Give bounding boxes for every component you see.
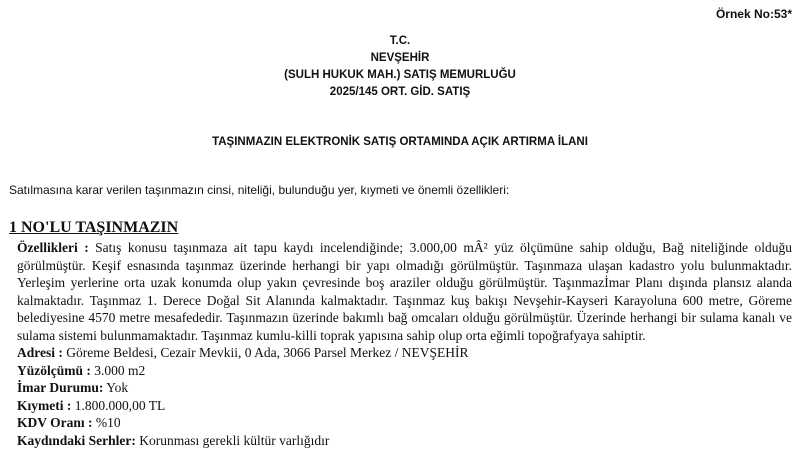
property-title: 1 NO'LU TAŞINMAZIN [9, 219, 179, 236]
adresi-label: Adresi : [17, 345, 63, 360]
header-tc: T.C. [389, 35, 411, 47]
kiymeti-value: 1.800.000,00 TL [71, 397, 166, 413]
kiymeti-label: Kıymeti : [17, 397, 72, 413]
serh-value: Korunması gerekli kültür varlığıdır [135, 432, 330, 448]
kdv-label: KDV Oranı : [17, 415, 93, 430]
intro-text: Satılmasına karar verilen taşınmazın cinsi, niteliği, bulunduğu yer, kıymeti ve önemli özellikleri: [9, 183, 510, 197]
ornek-number: Örnek No:53* [715, 7, 792, 21]
kdv-row [17, 414, 792, 432]
ozellikleri-value: Satış konusu taşınmaza ait tapu kaydı incelendiğinde; 3.000,00 mÂ² yüz ölçümüne sahip olduğu, Bağ niteliğinde olduğu görülmüştür. Keşif esnasında taşınmaz üzerinde herhangi bir yapı olmadığı görülmüştür. Taşınmaza ulaşan kadastro yolu bulunmaktadır. Yerleşim yerlerine orta uzak konumda olup yakın çevresinde boş araziler olduğu görülmüştür. Taşınmazİmar Planı dışında plansız alanda kalmaktadır. Taşınmaz 1. Derece Doğal Sit Alanında kalmaktadır. Taşınmaz kuş bakışı Nevşehir-Kayseri Karayoluna 600 metre, Göreme belediyesine 4570 metre mesafededir. Taşınmazın üzerinde bakımlı bağ omcaları olduğu görülmüştür. Üzerinde herhangi bir sulama kanalı ve sulama sistemi bulunmamaktadır. Taşınmaz kumlu-killi toprak yapısına sahip olup orta eğimli topoğrafyaya sahiptir. [17, 240, 792, 343]
yuzolcumu-value: 3.000 m2 [90, 362, 146, 378]
serh-row [17, 432, 792, 450]
document-header [0, 33, 800, 101]
imar-row [17, 379, 792, 397]
header-city: NEVŞEHİR [370, 52, 430, 64]
property-details [17, 239, 792, 449]
serh-label: Kaydındaki Serhler: [17, 432, 136, 448]
kiymeti-row [17, 397, 792, 415]
imar-value: Yok [103, 380, 129, 395]
ozellikleri-label: Özellikleri : [17, 240, 89, 255]
yuzolcumu-row [17, 362, 792, 380]
yuzolcumu-label: Yüzölçümü : [17, 362, 91, 378]
adresi-value: Göreme Beldesi, Cezair Mevkii, 0 Ada, 3066 Parsel Merkez / NEVŞEHİR [62, 345, 469, 360]
announcement-title: TAŞINMAZIN ELEKTRONİK SATIŞ ORTAMINDA AÇIK ARTIRMA İLANI [212, 136, 588, 148]
ozellikleri-row [17, 239, 792, 344]
adresi-row [17, 344, 792, 362]
imar-label: İmar Durumu: [17, 380, 104, 395]
header-office: (SULH HUKUK MAH.) SATIŞ MEMURLUĞU [284, 69, 516, 81]
kdv-value: %10 [92, 415, 121, 430]
header-file-no: 2025/145 ORT. GİD. SATIŞ [329, 86, 471, 98]
